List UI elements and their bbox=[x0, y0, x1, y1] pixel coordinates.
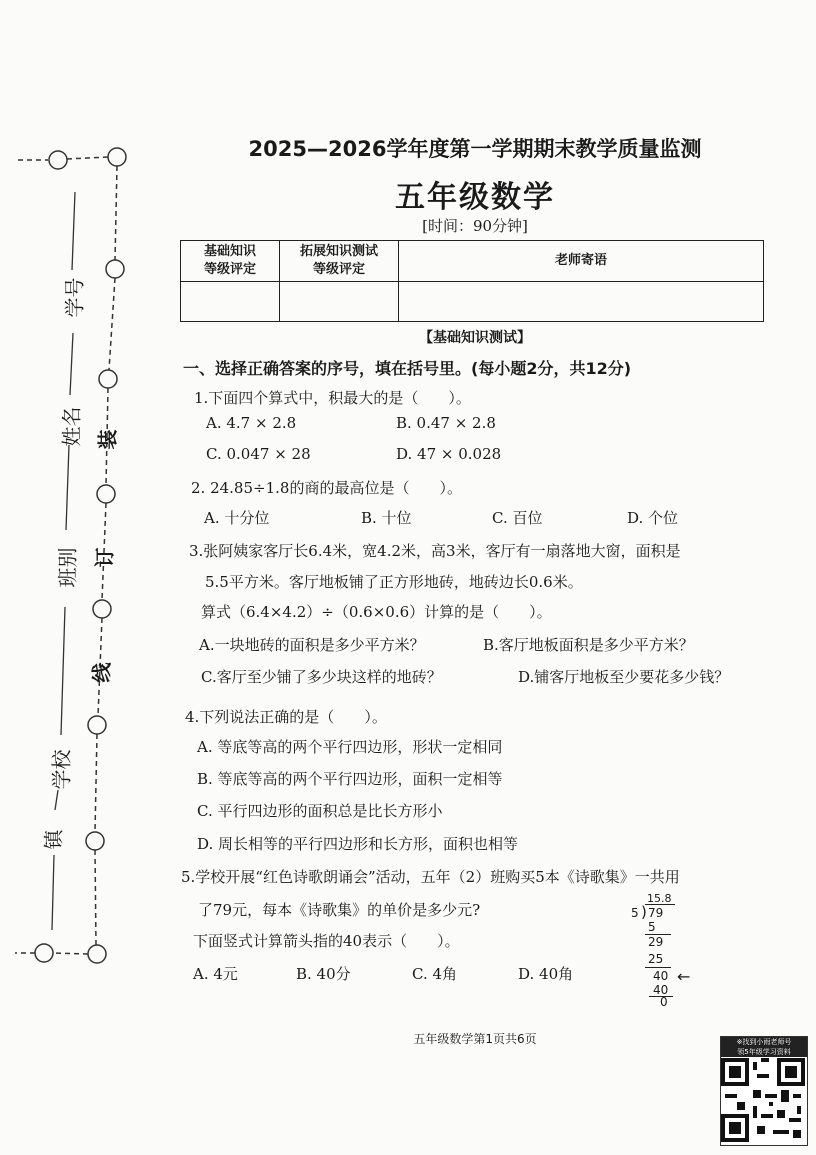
exam-time: [时间：90分钟] bbox=[422, 217, 528, 235]
division-row-4: 40 bbox=[653, 969, 669, 983]
question-2-stem: 2. 24.85÷1.8的商的最高位是（ ）。 bbox=[191, 479, 462, 497]
division-line-2 bbox=[645, 967, 671, 968]
question-5-stem-line-1: 5.学校开展“红色诗歌朗诵会”活动，五年（2）班购买5本《诗歌集》一共用 bbox=[181, 868, 680, 886]
question-4-option-c: C. 平行四边形的面积总是比长方形小 bbox=[197, 802, 443, 820]
question-3-option-d: D.铺客厅地板至少要花多少钱？ bbox=[518, 668, 730, 686]
question-3-option-a: A.一块地砖的面积是多少平方米？ bbox=[199, 636, 425, 654]
question-2-option-b: B. 十位 bbox=[361, 509, 412, 527]
division-bar bbox=[645, 904, 675, 905]
question-1-option-d: D. 47 × 0.028 bbox=[396, 445, 502, 463]
question-1-option-c: C. 0.047 × 28 bbox=[206, 445, 311, 463]
question-5-option-a: A. 4元 bbox=[193, 965, 238, 983]
question-5-option-c: C. 4角 bbox=[412, 965, 458, 983]
basic-grade-header: 基础知识 等级评定 bbox=[181, 241, 280, 282]
teacher-comment-header: 老师寄语 bbox=[399, 241, 764, 282]
binding-char-ding: 订 bbox=[92, 547, 117, 568]
question-5-stem-line-2: 了79元，每本《诗歌集》的单价是多少元? bbox=[198, 901, 481, 919]
question-5-option-b: B. 40分 bbox=[296, 965, 351, 983]
school-label: 学校 bbox=[49, 749, 74, 790]
name-label: 姓名 bbox=[59, 406, 84, 447]
question-4-option-b: B. 等底等高的两个平行四边形，面积一定相等 bbox=[197, 770, 503, 788]
question-4-option-a: A. 等底等高的两个平行四边形，形状一定相同 bbox=[197, 738, 503, 756]
town-label: 镇 bbox=[41, 829, 66, 850]
division-quotient: 15.8 bbox=[647, 892, 672, 905]
question-4-option-d: D. 周长相等的平行四边形和长方形，面积也相等 bbox=[197, 835, 519, 853]
division-dividend: 79 bbox=[648, 906, 664, 920]
division-row-2: 29 bbox=[648, 935, 664, 949]
class-label: 班别 bbox=[55, 547, 80, 588]
division-row-6: 0 bbox=[660, 995, 668, 1009]
student-id-label: 学号 bbox=[62, 277, 87, 318]
teacher-comment-cell[interactable] bbox=[399, 281, 764, 322]
question-3-stem-line-3: 算式（6.4×4.2）÷（0.6×0.6）计算的是（ ）。 bbox=[201, 603, 552, 621]
question-3-option-b: B.客厅地板面积是多少平方米？ bbox=[483, 636, 694, 654]
qr-caption-line-1: ※找到小雨老师号 bbox=[721, 1037, 807, 1047]
question-5-option-d: D. 40角 bbox=[518, 965, 574, 983]
question-2-option-a: A. 十分位 bbox=[204, 509, 270, 527]
division-row-1: 5 bbox=[648, 920, 656, 934]
division-row-3: 25 bbox=[648, 952, 664, 966]
page-footer: 五年级数学第1页共6页 bbox=[413, 1032, 537, 1046]
score-table bbox=[180, 240, 764, 322]
question-5-stem-line-3: 下面竖式计算箭头指的40表示（ ）。 bbox=[193, 932, 460, 950]
basic-grade-cell[interactable] bbox=[181, 281, 280, 322]
question-1-option-a: A. 4.7 × 2.8 bbox=[206, 414, 297, 432]
division-divisor: 5 bbox=[631, 906, 639, 920]
qr-caption-line-2: 领5年级学习资料 bbox=[721, 1047, 807, 1057]
question-4-stem: 4.下列说法正确的是（ ）。 bbox=[185, 708, 387, 726]
question-2-option-c: C. 百位 bbox=[492, 509, 543, 527]
question-1-stem: 1.下面四个算式中，积最大的是（ ）。 bbox=[194, 389, 471, 407]
question-3-stem-line-2: 5.5平方米。客厅地板铺了正方形地砖，地砖边长0.6米。 bbox=[205, 573, 583, 591]
question-3-option-c: C.客厅至少铺了多少块这样的地砖？ bbox=[201, 668, 442, 686]
question-2-option-d: D. 个位 bbox=[627, 509, 679, 527]
extended-grade-header: 拓展知识测试 等级评定 bbox=[280, 241, 399, 282]
division-bracket: ) bbox=[641, 903, 647, 921]
part-one-title: 一、选择正确答案的序号，填在括号里。(每小题2分，共12分) bbox=[183, 359, 632, 378]
extended-grade-cell[interactable] bbox=[280, 281, 399, 322]
qr-code-image bbox=[720, 1036, 808, 1146]
binding-char-xian: 线 bbox=[89, 662, 114, 683]
qr-pattern-icon bbox=[721, 1057, 805, 1143]
question-1-option-b: B. 0.47 × 2.8 bbox=[396, 414, 496, 432]
division-arrow-icon: ← bbox=[677, 967, 691, 986]
long-division-figure bbox=[627, 892, 707, 1010]
exam-title: 2025—2026学年度第一学期期末教学质量监测 bbox=[248, 137, 702, 161]
question-3-stem-line-1: 3.张阿姨家客厅长6.4米，宽4.2米，高3米，客厅有一扇落地大窗，面积是 bbox=[189, 542, 681, 560]
section-title: 【基础知识测试】 bbox=[419, 330, 531, 346]
division-row-5: 40 bbox=[653, 983, 669, 997]
binding-char-zhuang: 装 bbox=[95, 429, 120, 450]
subject-title: 五年级数学 bbox=[395, 180, 555, 215]
